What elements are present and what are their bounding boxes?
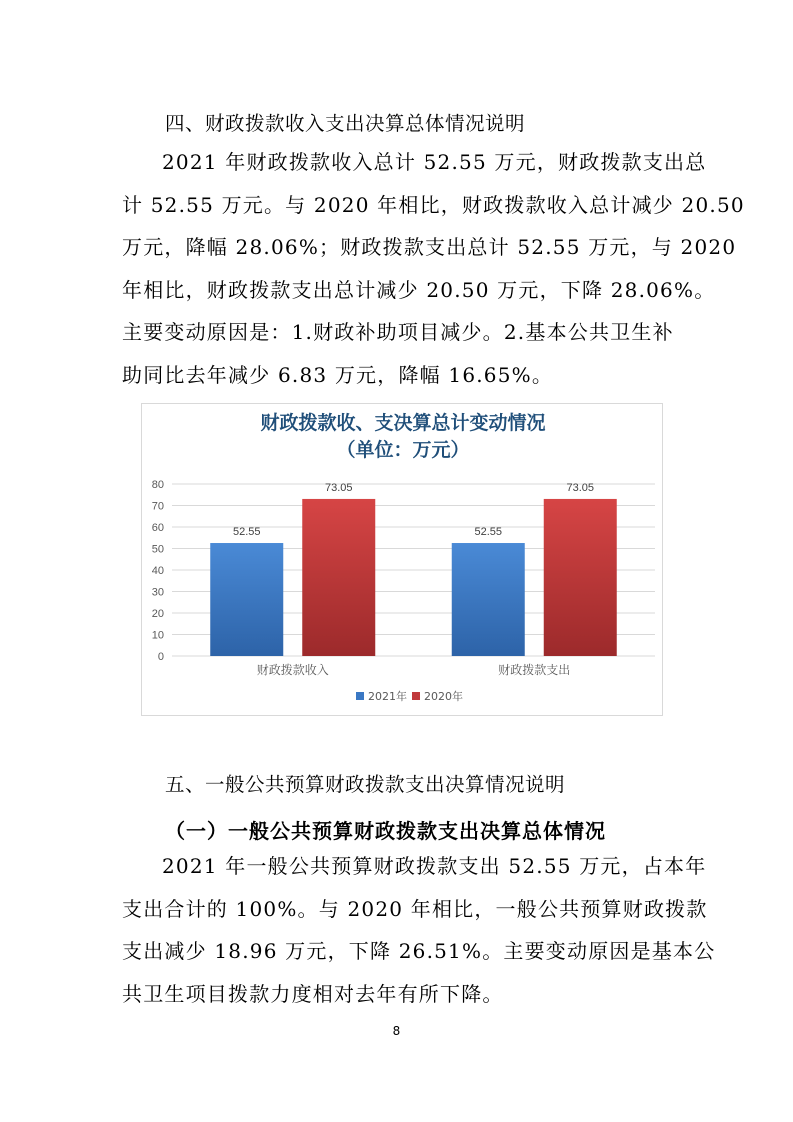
data-label: 52.55: [232, 526, 261, 539]
chart-subtitle: （单位：万元）: [336, 439, 470, 461]
paragraph-line: 支出合计的 100%。与 2020 年相比，一般公共预算财政拨款: [122, 896, 708, 921]
paragraph-line: 2021 年财政拨款收入总计 52.55 万元，财政拨款支出总: [162, 150, 707, 174]
section5-paragraph: [122, 845, 716, 1015]
bar: [210, 543, 283, 656]
y-tick-label: 10: [151, 629, 164, 642]
paragraph-line: 主要变动原因是：1.财政补助项目减少。2.基本公共卫生补: [122, 320, 674, 344]
section5-heading: 五、一般公共预算财政拨款支出决算情况说明: [165, 773, 566, 796]
legend-swatch: [356, 692, 364, 700]
bar: [452, 543, 525, 656]
paragraph-line: 助同比去年减少 6.83 万元，降幅 16.65%。: [122, 362, 554, 387]
x-tick-label: 财政拨款收入: [256, 663, 329, 677]
bar-chart: [141, 403, 663, 716]
paragraph-line: 年相比，财政拨款支出总计减少 20.50 万元，下降 28.06%。: [122, 277, 716, 302]
chart-title: 财政拨款收、支决算总计变动情况: [260, 412, 546, 434]
y-tick-label: 80: [151, 479, 164, 491]
y-tick-label: 30: [151, 586, 164, 599]
paragraph-line: 万元，降幅 28.06%；财政拨款支出总计 52.55 万元，与 2020: [122, 235, 737, 259]
paragraph-line: 支出减少 18.96 万元，下降 26.51%。主要变动原因是基本公: [122, 939, 716, 963]
paragraph-line: 共卫生项目拨款力度相对去年有所下降。: [122, 981, 504, 1006]
bar: [544, 499, 617, 656]
section4-heading: 四、财政拨款收入支出决算总体情况说明: [165, 112, 526, 135]
paragraph-line: 2021 年一般公共预算财政拨款支出 52.55 万元，占本年: [162, 854, 707, 878]
legend-swatch: [412, 692, 420, 700]
x-tick-label: 财政拨款支出: [498, 663, 571, 677]
bar: [302, 499, 375, 656]
paragraph-line: 计 52.55 万元。与 2020 年相比，财政拨款收入总计减少 20.50: [122, 192, 745, 217]
y-tick-label: 40: [151, 565, 164, 577]
y-tick-label: 50: [151, 543, 164, 556]
y-tick-label: 60: [151, 522, 164, 534]
page-number: 8: [392, 1024, 401, 1038]
data-label: 73.05: [324, 481, 353, 494]
section4-paragraph: [122, 141, 745, 396]
y-tick-label: 70: [151, 500, 164, 513]
data-label: 73.05: [566, 481, 595, 494]
legend-label: 2020年: [424, 690, 463, 703]
y-tick-label: 0: [157, 651, 164, 663]
bar-chart-svg: [142, 404, 664, 717]
y-tick-label: 20: [151, 608, 164, 620]
data-label: 52.55: [474, 526, 503, 539]
legend-label: 2021年: [368, 690, 407, 703]
section5-subheading: （一）一般公共预算财政拨款支出决算总体情况: [165, 819, 606, 843]
